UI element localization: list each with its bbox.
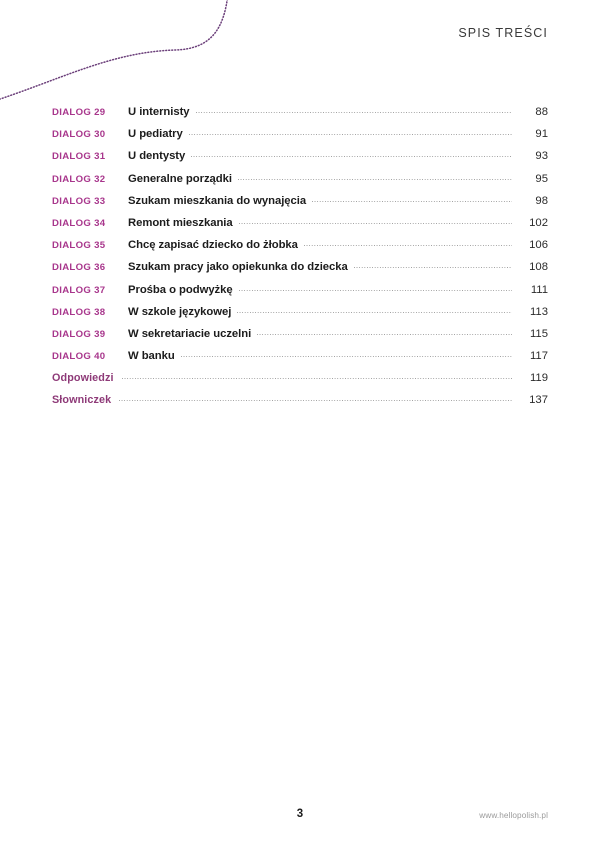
- toc-entry-page-number: 88: [535, 106, 548, 118]
- toc-entry[interactable]: [52, 328, 548, 350]
- toc-leader-dots: [196, 112, 512, 113]
- toc-entry-title: Generalne porządki: [128, 172, 232, 185]
- footer-website-url: www.hellopolish.pl: [479, 811, 548, 820]
- toc-leader-dots: [304, 245, 512, 246]
- toc-entry-page-number: 111: [530, 283, 548, 296]
- toc-section-label: Słowniczek: [52, 394, 112, 407]
- toc-entry[interactable]: [52, 284, 548, 306]
- toc-entry[interactable]: [52, 372, 548, 394]
- toc-leader-dots: [257, 334, 512, 335]
- toc-leader-dots: [191, 156, 512, 157]
- toc-dialog-label: DIALOG 30: [52, 129, 106, 141]
- toc-dialog-label: DIALOG 34: [52, 217, 106, 229]
- toc-entry[interactable]: [52, 173, 548, 195]
- footer-page-number: 3: [296, 808, 304, 820]
- toc-dialog-label: DIALOG 39: [52, 328, 106, 340]
- toc-entry[interactable]: [52, 350, 548, 372]
- toc-dialog-label: DIALOG 37: [52, 284, 106, 296]
- toc-entry-page-number: 137: [529, 394, 548, 407]
- toc-leader-dots: [237, 312, 512, 313]
- toc-entry[interactable]: [52, 195, 548, 217]
- toc-entry[interactable]: [52, 150, 548, 172]
- toc-dialog-label: DIALOG 40: [52, 351, 106, 363]
- toc-entry-page-number: 119: [529, 372, 548, 385]
- toc-entry-title: Szukam pracy jako opiekunka do dziecka: [128, 261, 348, 274]
- toc-leader-dots: [119, 400, 512, 401]
- toc-entry-title: Prośba o podwyżkę: [128, 283, 233, 296]
- toc-leader-dots: [354, 267, 512, 268]
- toc-entry[interactable]: [52, 217, 548, 239]
- toc-entry-page-number: 98: [535, 194, 548, 207]
- toc-entry-title: U pediatry: [128, 128, 183, 141]
- toc-entry[interactable]: [52, 106, 548, 128]
- toc-leader-dots: [238, 179, 512, 180]
- toc-entry-title: W szkole językowej: [128, 305, 232, 318]
- toc-entry-page-number: 113: [529, 305, 548, 318]
- toc-leader-dots: [239, 290, 512, 291]
- toc-entry-title: U dentysty: [128, 150, 186, 163]
- toc-entry[interactable]: [52, 239, 548, 261]
- toc-leader-dots: [239, 223, 512, 224]
- toc-dialog-label: DIALOG 38: [52, 306, 106, 318]
- toc-entry[interactable]: [52, 306, 548, 328]
- toc-dialog-label: DIALOG 32: [52, 173, 106, 185]
- toc-leader-dots: [181, 356, 512, 357]
- toc-entry-page-number: 91: [535, 128, 548, 141]
- toc-entry-title: Remont mieszkania: [128, 216, 233, 229]
- toc-dialog-label: DIALOG 29: [52, 107, 106, 118]
- table-of-contents: [52, 106, 548, 417]
- page-header-title: SPIS TREŚCI: [458, 26, 548, 40]
- toc-entry-title: Chcę zapisać dziecko do żłobka: [128, 239, 298, 252]
- toc-entry-page-number: 106: [529, 239, 548, 252]
- toc-entry-page-number: 93: [535, 150, 548, 163]
- toc-entry[interactable]: [52, 128, 548, 150]
- toc-entry[interactable]: [52, 394, 548, 416]
- dotted-curve-decoration: [0, 0, 300, 120]
- toc-entry-page-number: 115: [529, 327, 548, 340]
- toc-entry-page-number: 117: [529, 350, 548, 363]
- toc-leader-dots: [312, 201, 512, 202]
- toc-entry[interactable]: [52, 261, 548, 283]
- page-footer: [0, 808, 600, 826]
- toc-entry-page-number: 95: [535, 172, 548, 185]
- toc-dialog-label: DIALOG 31: [52, 151, 106, 163]
- toc-dialog-label: DIALOG 35: [52, 240, 106, 252]
- toc-entry-title: U internisty: [128, 106, 190, 118]
- toc-entry-title: W banku: [128, 350, 175, 363]
- toc-section-label: Odpowiedzi: [52, 372, 114, 385]
- toc-entry-page-number: 108: [529, 261, 548, 274]
- toc-leader-dots: [122, 378, 512, 379]
- toc-entry-title: Szukam mieszkania do wynajęcia: [128, 194, 307, 207]
- toc-dialog-label: DIALOG 33: [52, 195, 106, 207]
- toc-entry-page-number: 102: [529, 216, 548, 229]
- dotted-curve-path: [0, 0, 228, 103]
- toc-dialog-label: DIALOG 36: [52, 262, 106, 274]
- toc-leader-dots: [189, 134, 512, 135]
- toc-entry-title: W sekretariacie uczelni: [128, 327, 252, 340]
